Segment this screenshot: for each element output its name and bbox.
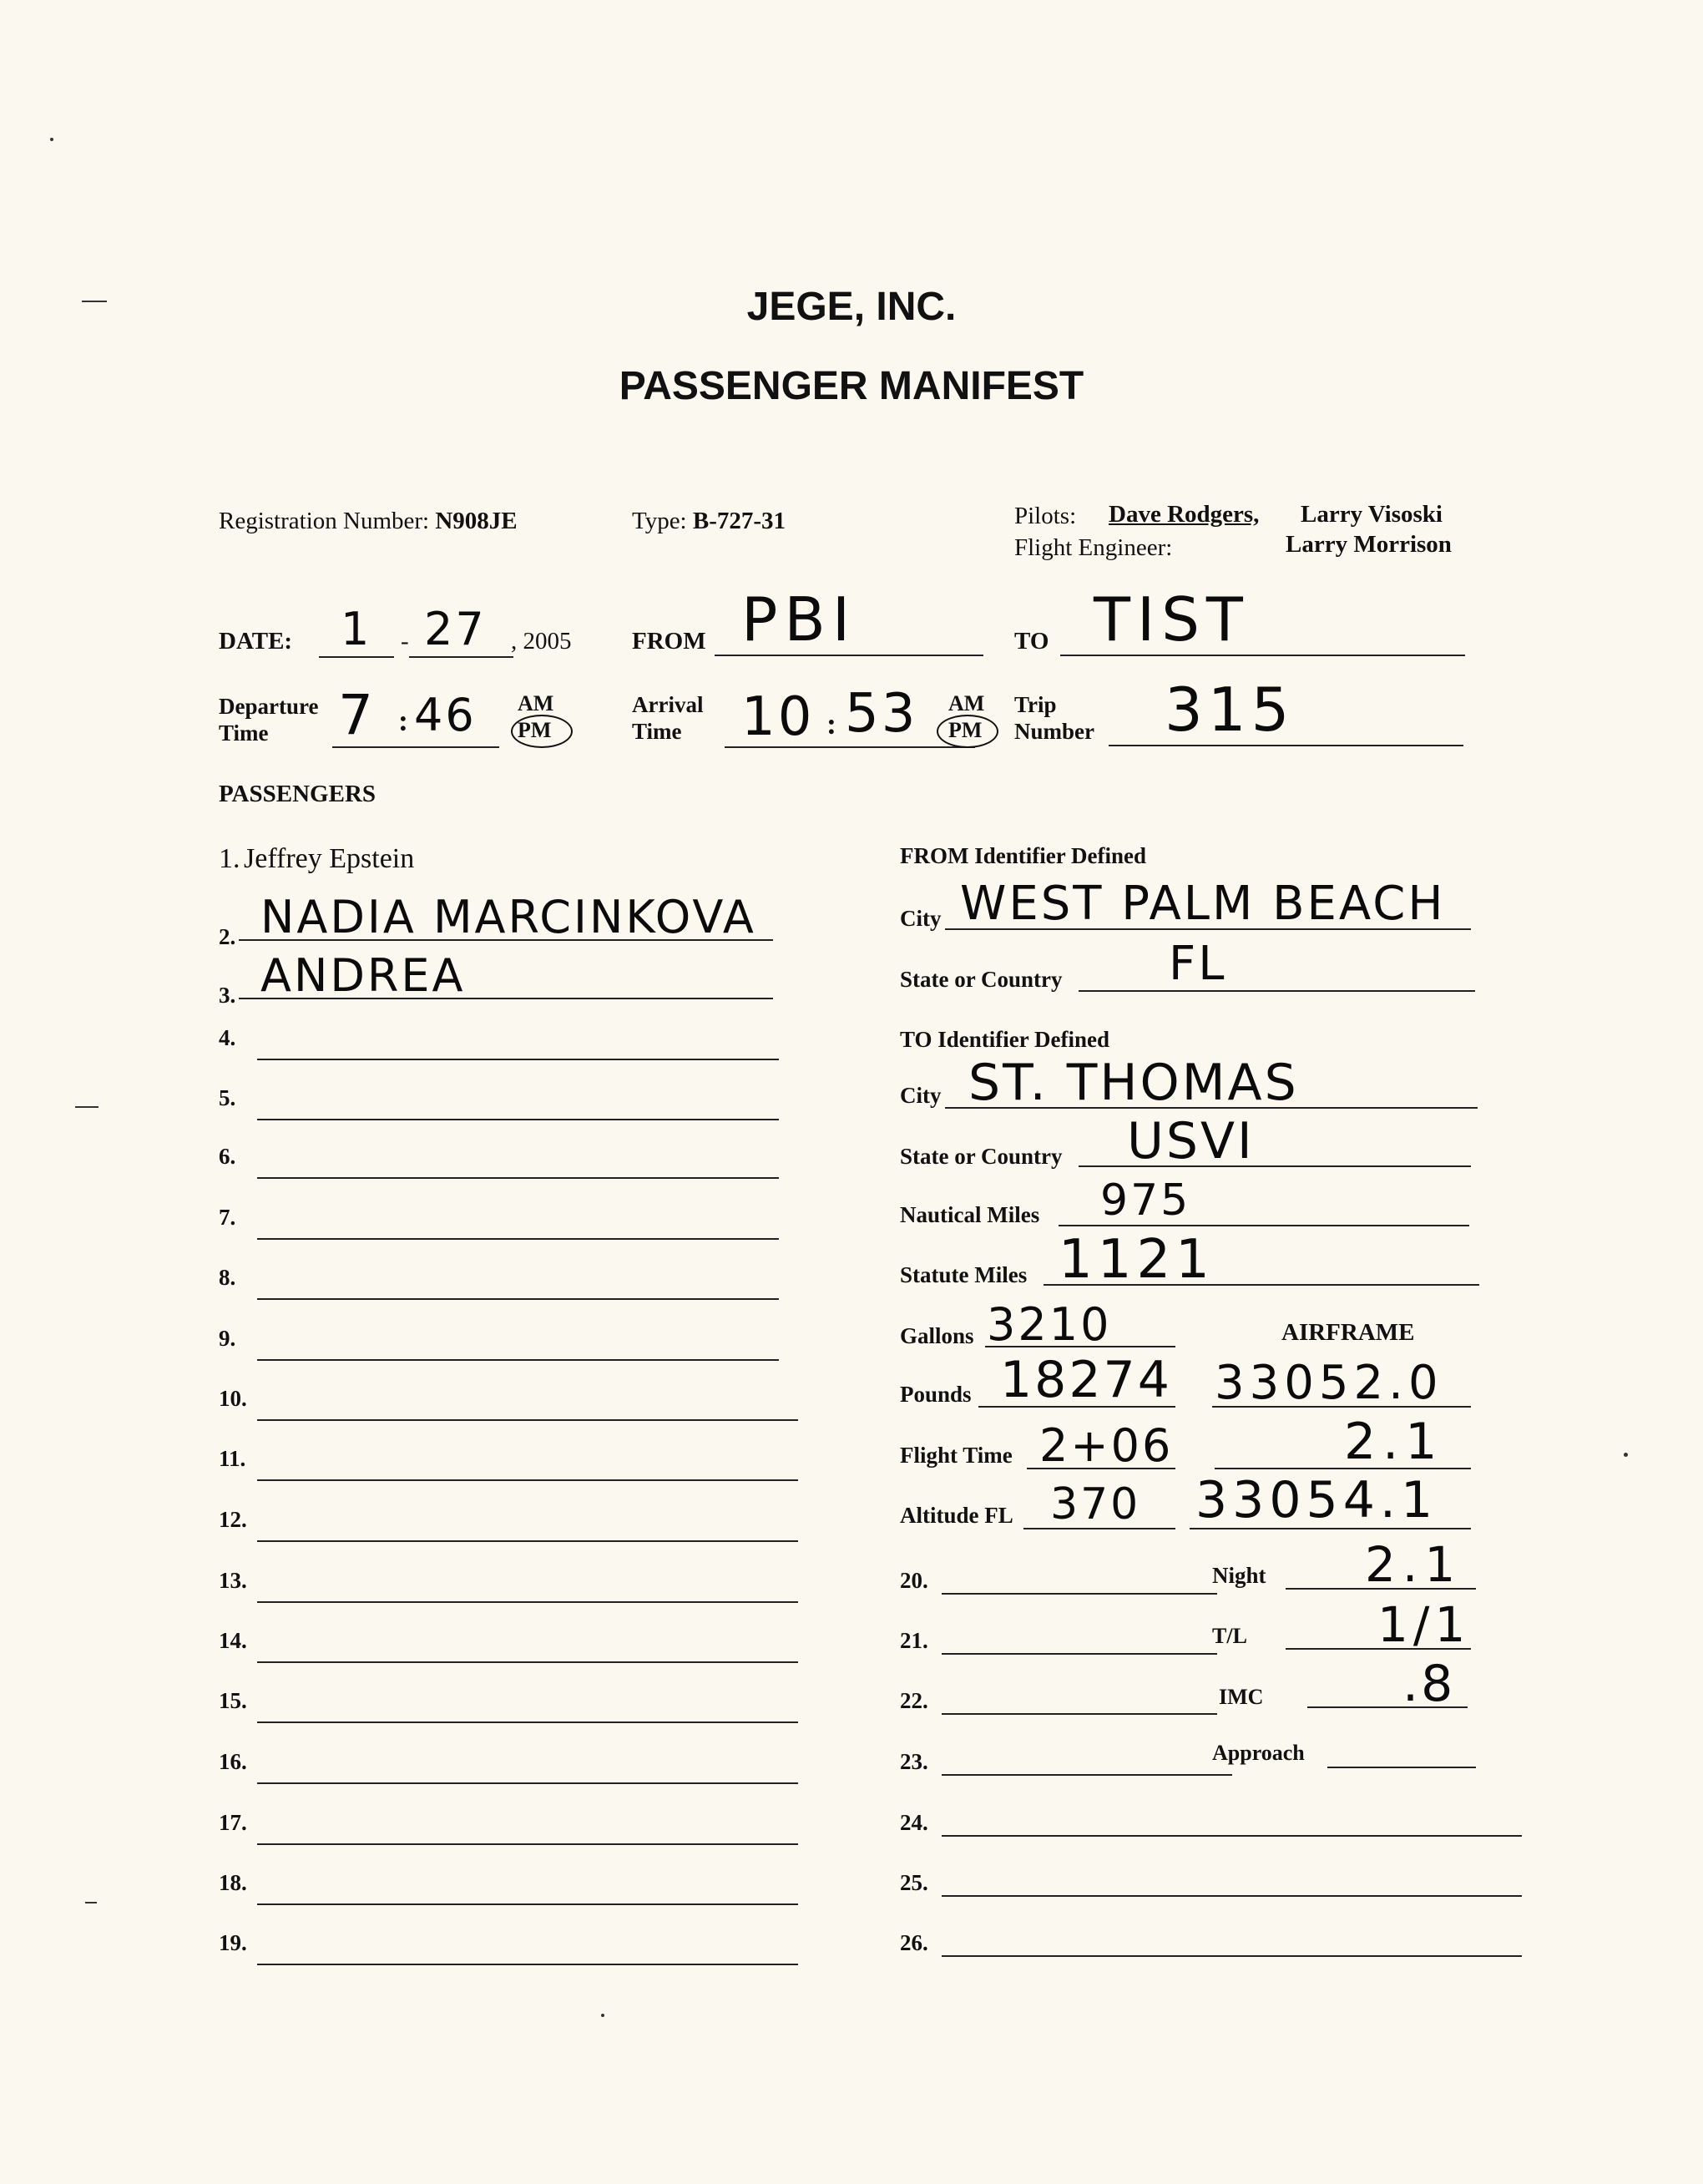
arrival-pm: PM <box>948 718 983 742</box>
passenger-line <box>257 1238 779 1240</box>
trip-value: 315 <box>1165 675 1295 745</box>
to-city-label: City <box>900 1083 942 1108</box>
departure-hour: 7 <box>338 683 376 747</box>
to-line <box>1060 655 1465 656</box>
extra-row-number: 24. <box>900 1810 928 1835</box>
passenger-number: 19. <box>219 1930 247 1955</box>
arrival-label: Arrival Time <box>632 692 704 744</box>
tl-label: T/L <box>1212 1624 1247 1648</box>
passenger-number: 15. <box>219 1688 247 1713</box>
altitude-value: 370 <box>1050 1479 1141 1529</box>
pounds-airframe: 33052.0 <box>1215 1356 1443 1410</box>
approach-line <box>1327 1767 1476 1768</box>
pilot-2: Larry Visoski <box>1301 501 1443 528</box>
passenger-line <box>257 1601 798 1603</box>
scan-mark <box>85 1902 97 1903</box>
date-month-line <box>319 656 394 658</box>
passenger-number: 16. <box>219 1749 247 1774</box>
passenger-number: 3. <box>219 983 236 1008</box>
passenger-line <box>257 1059 779 1060</box>
passenger-line <box>257 1661 798 1663</box>
departure-pm: PM <box>518 718 552 742</box>
passenger-line <box>257 1782 798 1784</box>
type-field <box>632 508 786 535</box>
altitude-airframe: 33054.1 <box>1195 1471 1438 1529</box>
from-label: FROM <box>632 628 706 655</box>
extra-row-number: 21. <box>900 1628 928 1653</box>
type-value: B-727-31 <box>692 508 786 534</box>
pounds-label: Pounds <box>900 1382 972 1407</box>
arrival-pm-circle <box>937 715 998 748</box>
to-label: TO <box>1014 628 1049 655</box>
pounds-value: 18274 <box>1000 1351 1172 1409</box>
pilots-label: Pilots: <box>1014 503 1077 529</box>
departure-pm-circle <box>511 715 573 748</box>
passenger-line <box>257 1843 798 1845</box>
passenger-number: 9. <box>219 1326 236 1351</box>
passenger-number: 10. <box>219 1386 247 1411</box>
registration-label: Registration Number: <box>219 508 430 534</box>
date-month: 1 <box>341 603 372 655</box>
from-state-line <box>1079 990 1475 992</box>
date-day: 27 <box>424 603 487 655</box>
arrival-am: AM <box>948 691 985 715</box>
to-city-value: ST. THOMAS <box>968 1054 1299 1112</box>
page-title: PASSENGER MANIFEST <box>619 364 1084 408</box>
night-value: 2.1 <box>1365 1536 1463 1593</box>
company-name: JEGE, INC. <box>746 285 957 329</box>
extra-row-number: 20. <box>900 1568 928 1593</box>
scan-mark <box>75 1106 99 1108</box>
nautical-miles-label: Nautical Miles <box>900 1202 1040 1227</box>
extra-row-number: 26. <box>900 1930 928 1955</box>
imc-value: .8 <box>1402 1655 1456 1713</box>
passenger-number: 8. <box>219 1265 236 1290</box>
extra-row-line <box>942 1653 1217 1655</box>
passenger-line <box>257 1177 779 1179</box>
to-value: TIST <box>1094 584 1250 655</box>
passenger-line <box>257 1419 798 1421</box>
arrival-colon: : <box>826 707 836 741</box>
passenger-line <box>257 1540 798 1542</box>
registration-field <box>219 508 518 535</box>
passenger-number: 5. <box>219 1085 236 1110</box>
date-year: , 2005 <box>511 628 572 655</box>
flight-time-value: 2+06 <box>1039 1419 1174 1472</box>
from-city-label: City <box>900 906 942 931</box>
passenger-number: 4. <box>219 1025 236 1050</box>
nautical-miles-value: 975 <box>1100 1175 1191 1226</box>
arrival-min: 53 <box>845 683 918 745</box>
extra-row-line <box>942 1895 1522 1897</box>
date-day-line <box>409 656 513 658</box>
from-city-value: WEST PALM BEACH <box>960 877 1446 931</box>
departure-am: AM <box>518 691 554 715</box>
engineer-value: Larry Morrison <box>1286 531 1452 558</box>
extra-row-line <box>942 1835 1522 1837</box>
statute-miles-value: 1121 <box>1059 1229 1215 1291</box>
passenger-number: 13. <box>219 1568 247 1593</box>
passengers-heading: PASSENGERS <box>219 781 376 807</box>
passenger-line <box>257 1479 798 1481</box>
departure-colon: : <box>398 704 408 737</box>
passenger-number: 14. <box>219 1628 247 1653</box>
passenger-number: 18. <box>219 1870 247 1895</box>
passenger-number: 11. <box>219 1446 246 1471</box>
extra-row-line <box>942 1713 1217 1715</box>
date-separator: - <box>401 628 409 655</box>
passenger-line <box>257 1359 779 1361</box>
from-state-value: FL <box>1169 937 1227 991</box>
scan-speck <box>1624 1453 1628 1457</box>
passenger-name: Jeffrey Epstein <box>244 843 415 874</box>
passenger-number: 7. <box>219 1205 236 1230</box>
flight-time-label: Flight Time <box>900 1443 1013 1468</box>
passenger-name: NADIA MARCINKOVA <box>260 891 756 943</box>
to-state-value: USVI <box>1127 1112 1255 1170</box>
departure-label: Departure Time <box>219 694 319 746</box>
pilot-1: Dave Rodgers, <box>1109 501 1260 528</box>
scan-speck <box>50 138 53 141</box>
passenger-number: 6. <box>219 1144 236 1169</box>
extra-row-line <box>942 1774 1232 1776</box>
extra-row-number: 22. <box>900 1688 928 1713</box>
engineer-label: Flight Engineer: <box>1014 534 1173 561</box>
from-state-label: State or Country <box>900 967 1063 992</box>
airframe-heading: AIRFRAME <box>1281 1319 1415 1346</box>
statute-miles-label: Statute Miles <box>900 1262 1028 1287</box>
date-label: DATE: <box>219 628 293 655</box>
tl-value: 1/1 <box>1377 1596 1471 1653</box>
altitude-label: Altitude FL <box>900 1503 1013 1528</box>
passenger-number: 12. <box>219 1507 247 1532</box>
from-value: PBI <box>741 584 857 655</box>
arrival-hour: 10 <box>741 686 815 748</box>
from-line <box>715 655 983 656</box>
passenger-number: 1. <box>219 843 240 874</box>
scan-speck <box>601 2014 604 2017</box>
extra-row-number: 25. <box>900 1870 928 1895</box>
passenger-number: 2. <box>219 924 236 949</box>
registration-value: N908JE <box>435 508 518 534</box>
to-identifier-heading: TO Identifier Defined <box>900 1027 1110 1052</box>
departure-min: 46 <box>414 689 477 741</box>
night-label: Night <box>1212 1563 1266 1588</box>
extra-row-line <box>942 1593 1217 1595</box>
passenger-line <box>257 1119 779 1120</box>
passenger-name: ANDREA <box>260 949 466 1002</box>
extra-row-line <box>942 1955 1522 1957</box>
from-identifier-heading: FROM Identifier Defined <box>900 843 1146 868</box>
gallons-label: Gallons <box>900 1323 974 1348</box>
imc-label: IMC <box>1219 1685 1264 1709</box>
type-label: Type: <box>632 508 687 534</box>
extra-row-number: 23. <box>900 1749 928 1774</box>
passenger-line <box>257 1903 798 1905</box>
approach-label: Approach <box>1212 1741 1305 1765</box>
to-state-label: State or Country <box>900 1144 1063 1169</box>
passenger-number: 17. <box>219 1810 247 1835</box>
trip-label: Trip Number <box>1014 692 1094 744</box>
passenger-line <box>257 1298 779 1300</box>
gallons-value: 3210 <box>987 1298 1112 1351</box>
passenger-line <box>257 1721 798 1723</box>
flight-time-airframe: 2.1 <box>1344 1413 1444 1471</box>
trip-line <box>1109 745 1463 746</box>
passenger-line <box>257 1964 798 1965</box>
